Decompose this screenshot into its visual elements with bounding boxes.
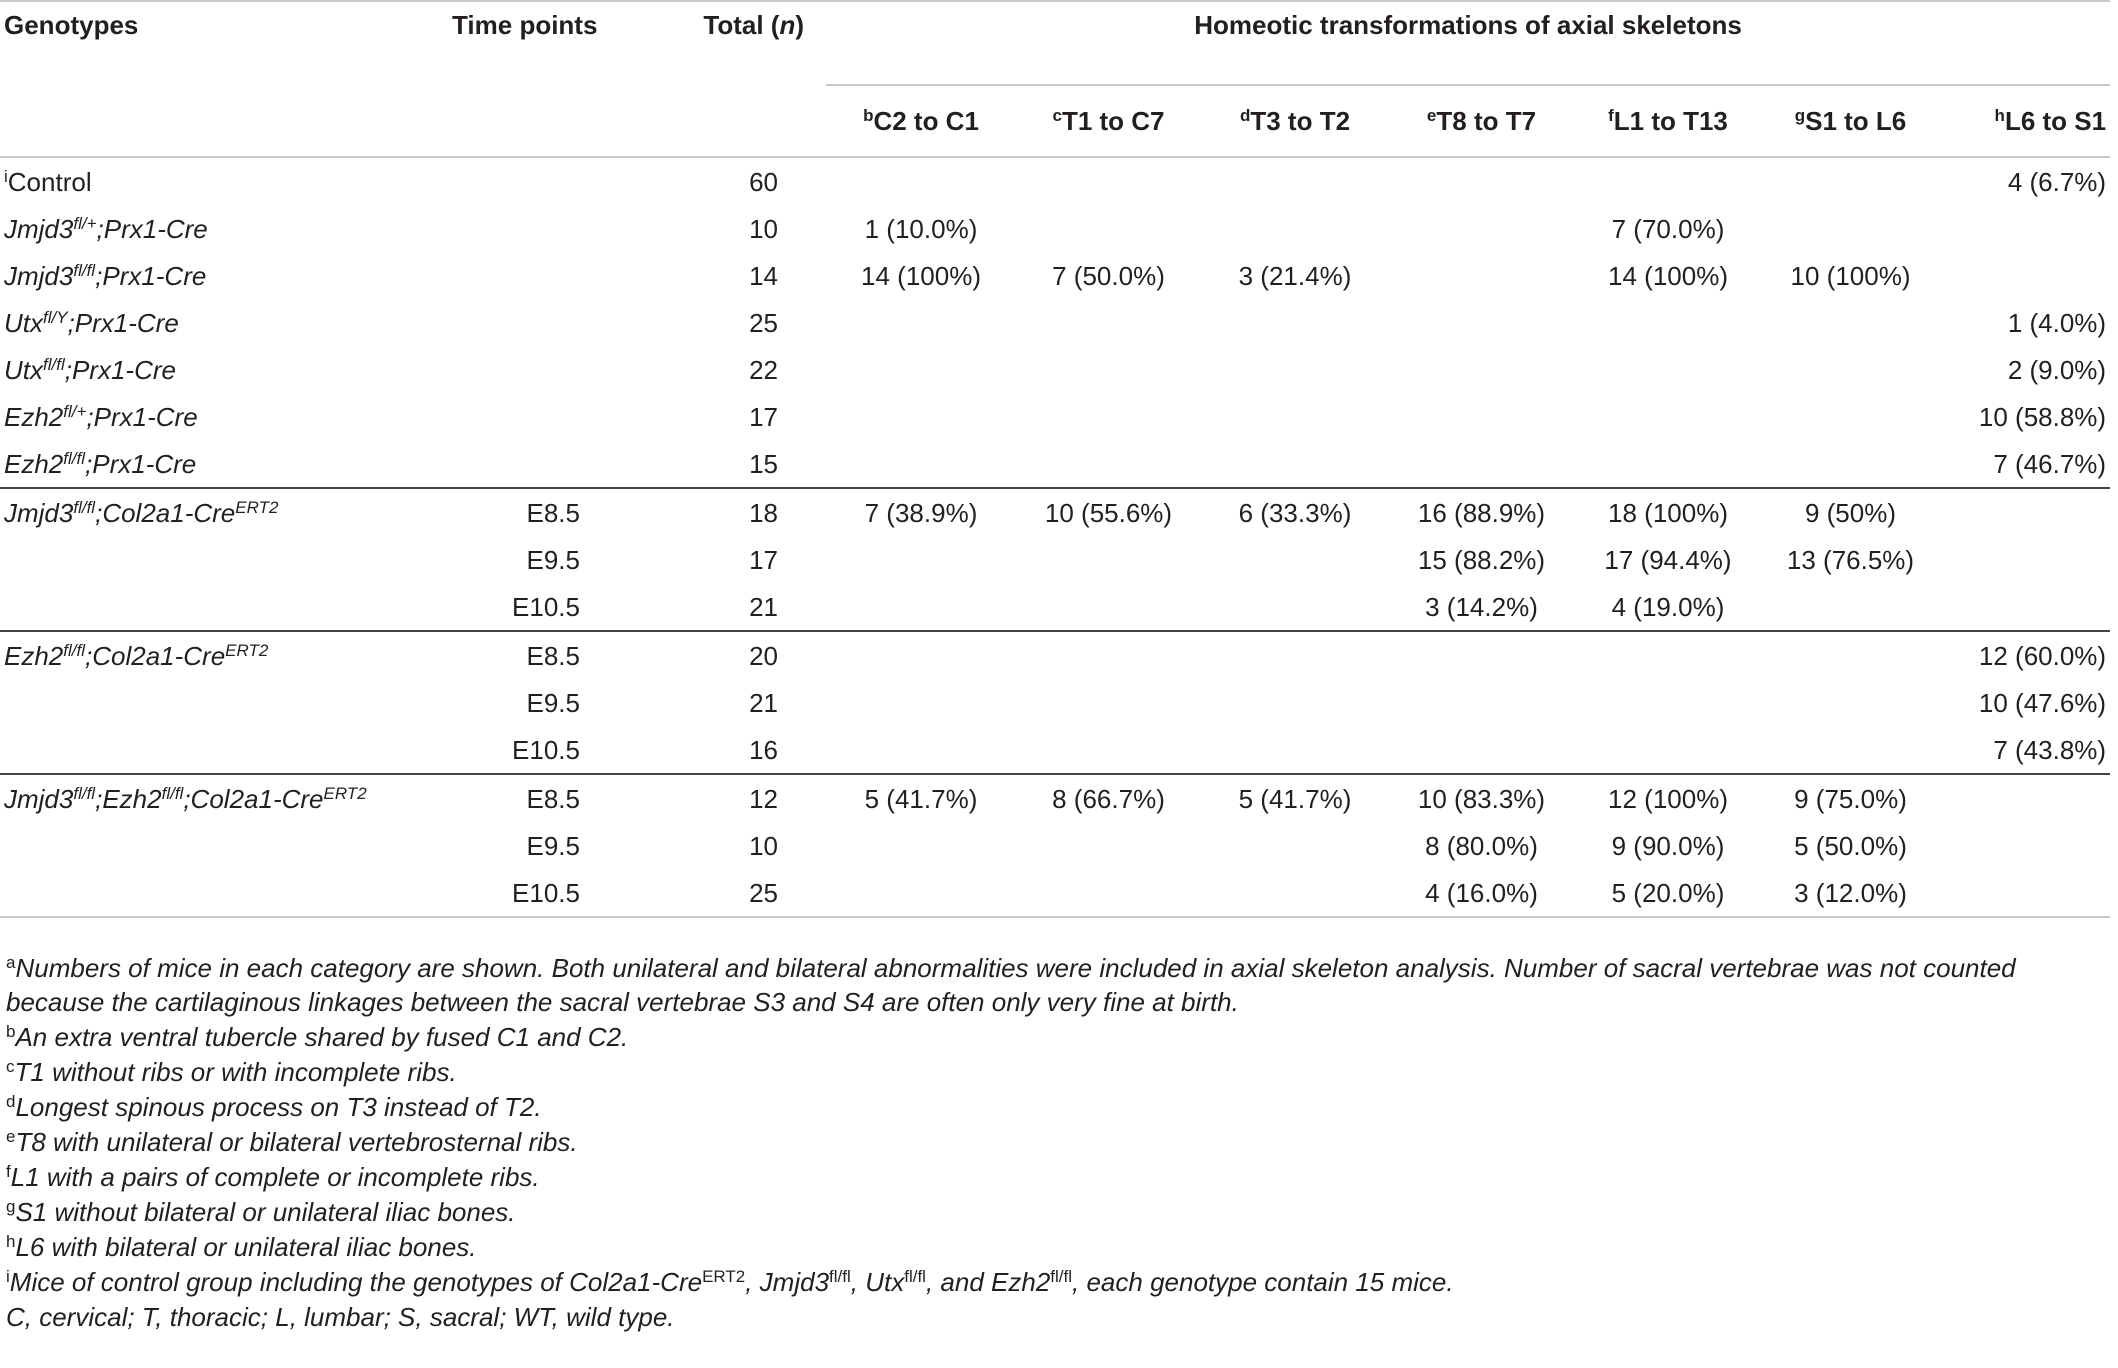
transformation-cell [1201, 440, 1389, 488]
transformation-cell [826, 583, 1016, 631]
transformation-cell [1939, 252, 2110, 299]
genotype-superscript: ERT2 [225, 640, 269, 660]
header-col-4 [1574, 85, 1762, 157]
genotype-superscript: fl/fl [73, 783, 96, 803]
genotype-mark: i [4, 166, 8, 186]
table-row [0, 299, 2110, 346]
genotype-text: ;Prx1-Cre [85, 448, 197, 479]
transformation-cell: 7 (50.0%) [1052, 260, 1165, 291]
transformation-cell [1762, 393, 1939, 440]
footnote-mark: c [6, 1057, 15, 1076]
transformation-cell [1016, 583, 1201, 631]
time-point-cell: E10.5 [512, 591, 580, 622]
table-header [0, 1, 2110, 157]
genotype-cell [0, 205, 448, 252]
transformation-cell [1762, 583, 1939, 631]
transformation-cell [1939, 774, 2110, 822]
transformation-cell: 4 (19.0%) [1611, 591, 1725, 622]
transformation-cell [1762, 299, 1939, 346]
transformation-cell: 7 (46.7%) [1993, 448, 2107, 479]
header-total-close: ) [795, 10, 804, 40]
transformation-cell [1389, 440, 1574, 488]
genotype-text: Control [7, 166, 92, 197]
transformation-cell [826, 346, 1016, 393]
header-total [582, 1, 826, 157]
transformation-cell [1574, 393, 1762, 440]
footnote-text: T1 without ribs or with incomplete ribs. [14, 1057, 457, 1087]
header-col-mark: g [1794, 106, 1806, 125]
transformation-cell [1201, 822, 1389, 869]
table-row [0, 157, 2110, 205]
total-cell: 10 [749, 213, 778, 244]
transformation-cell [1389, 205, 1574, 252]
transformation-cell: 10 (58.8%) [1978, 401, 2107, 432]
footnote-h [6, 1230, 2106, 1264]
genotype-text: Jmjd3 [4, 213, 74, 244]
transformation-cell: 13 (76.5%) [1786, 544, 1915, 575]
footnote-c [6, 1055, 2106, 1089]
genotype-text: ;Prx1-Cre [64, 354, 176, 385]
genotype-text: Utx [4, 354, 43, 385]
total-cell: 15 [749, 448, 778, 479]
footnote-f [6, 1160, 2106, 1194]
transformation-cell [826, 157, 1016, 205]
total-cell: 18 [582, 488, 826, 536]
footnote-a [6, 951, 2106, 1019]
transformation-cell [1762, 346, 1939, 393]
total-cell: 17 [749, 401, 778, 432]
transformation-cell [1939, 869, 2110, 917]
table-row [0, 205, 2110, 252]
transformation-cell [826, 679, 1016, 726]
transformation-cell: 17 (94.4%) [1604, 544, 1732, 575]
transformation-cell [1574, 440, 1762, 488]
transformation-cell [1574, 726, 1762, 774]
genotype-cell [0, 488, 448, 536]
transformation-cell: 9 (50%) [1762, 488, 1939, 536]
time-point-cell: E8.5 [448, 631, 582, 679]
transformation-cell [1201, 631, 1389, 679]
footnote-text: Mice of control group including the genotypes of Col2a1-Cre [9, 1267, 703, 1297]
genotype-superscript: fl/fl [63, 640, 85, 660]
genotype-text: ;Prx1-Cre [95, 260, 207, 291]
transformation-cell [1574, 679, 1762, 726]
genotype-superscript: ERT2 [235, 497, 279, 517]
transformation-cell: 14 (100%) [1608, 260, 1728, 291]
transformation-cell [1389, 726, 1574, 774]
transformation-cell [1389, 299, 1574, 346]
transformation-cell: 7 (38.9%) [826, 488, 1016, 536]
footnote-superscript: fl/fl [829, 1267, 851, 1286]
table-row [0, 393, 2110, 440]
table-row [0, 252, 2110, 299]
transformation-cell [1389, 679, 1574, 726]
transformation-cell [1016, 822, 1201, 869]
transformation-cell [826, 822, 1016, 869]
genotype-text: Utx [4, 307, 43, 338]
transformation-cell [1389, 252, 1574, 299]
genotype-text: Jmjd3 [4, 260, 74, 291]
transformation-cell [1201, 726, 1389, 774]
footnote-text: Longest spinous process on T3 instead of T2. [15, 1092, 542, 1122]
footnote-superscript: ERT2 [702, 1267, 746, 1286]
genotype-superscript: fl/fl [73, 497, 96, 517]
footnote-mark: b [6, 1022, 16, 1041]
genotype-text: ;Prx1-Cre [67, 307, 179, 338]
transformation-cell [1016, 726, 1201, 774]
time-point-cell: E9.5 [526, 830, 580, 861]
genotype-cell [0, 679, 448, 726]
footnote-text: S1 without bilateral or unilateral iliac bones. [15, 1197, 516, 1227]
transformation-cell [1762, 726, 1939, 774]
transformation-cell [1939, 536, 2110, 583]
footnote-text: T8 with unilateral or bilateral vertebrosternal ribs. [15, 1127, 578, 1157]
genotype-superscript: fl/fl [161, 783, 184, 803]
footnote-text: Numbers of mice in each category are shown. Both unilateral and bilateral abnormalities were included in axial skeleton analysis. Number of sacral vertebrae was not counted because the cartilaginous linkages between the sacral vertebrae S3 and S4 are often only very fine at birth. [6, 953, 2016, 1017]
transformation-cell [1016, 869, 1201, 917]
transformation-cell [1939, 488, 2110, 536]
transformation-cell: 2 (9.0%) [2007, 354, 2107, 385]
transformation-cell: 10 (47.6%) [1978, 687, 2107, 718]
footnote-d [6, 1090, 2106, 1124]
transformation-cell: 3 (21.4%) [1238, 260, 1352, 291]
transformation-cell [1389, 631, 1574, 679]
genotype-text: ;Col2a1-Cre [183, 783, 324, 814]
transformation-cell: 3 (12.0%) [1762, 869, 1939, 917]
transformation-cell [1762, 440, 1939, 488]
header-col-label: L6 to S1 [2004, 106, 2107, 136]
footnote-text: , and Ezh2 [925, 1267, 1051, 1297]
table-row [0, 440, 2110, 488]
header-total-n: n [779, 10, 796, 40]
transformation-cell [1574, 299, 1762, 346]
time-point-cell: E8.5 [448, 774, 582, 822]
transformation-cell [826, 869, 1016, 917]
transformation-cell: 3 (14.2%) [1425, 591, 1538, 622]
transformation-cell [1201, 679, 1389, 726]
genotype-cell [0, 299, 448, 346]
transformation-cell: 10 (100%) [1790, 260, 1911, 291]
transformation-cell: 5 (20.0%) [1574, 869, 1762, 917]
time-point-cell [448, 346, 582, 393]
header-col-mark: f [1608, 106, 1614, 125]
table-row [0, 679, 2110, 726]
transformation-cell: 12 (60.0%) [1939, 631, 2110, 679]
header-col-mark: h [1994, 106, 2005, 125]
total-cell: 12 [582, 774, 826, 822]
header-col-mark: c [1052, 106, 1062, 125]
transformation-cell [826, 299, 1016, 346]
table-row [0, 822, 2110, 869]
time-point-cell [448, 205, 582, 252]
header-col-label: C2 to C1 [873, 106, 979, 136]
transformation-cell [1762, 679, 1939, 726]
genotype-cell [0, 536, 448, 583]
genotype-cell [0, 869, 448, 917]
total-cell: 22 [749, 354, 778, 385]
transformation-cell [1016, 440, 1201, 488]
footnote-mark: h [6, 1232, 16, 1251]
genotype-text: Jmjd3 [4, 783, 74, 814]
genotype-superscript: fl/+ [73, 213, 97, 233]
header-total-label: Total ( [703, 10, 780, 40]
header-genotypes: Genotypes [4, 10, 139, 40]
genotype-superscript: fl/fl [43, 354, 65, 374]
time-point-cell [448, 440, 582, 488]
transformation-cell [826, 393, 1016, 440]
table-row [0, 774, 2110, 822]
transformation-cell [826, 631, 1016, 679]
total-cell: 21 [749, 591, 778, 622]
footnote-text: L6 with bilateral or unilateral iliac bones. [15, 1232, 477, 1262]
transformation-cell [826, 440, 1016, 488]
genotype-text: ;Col2a1-Cre [95, 497, 236, 528]
header-col-5 [1762, 85, 1939, 157]
header-col-3 [1389, 85, 1574, 157]
transformation-cell [1939, 583, 2110, 631]
header-col-mark: d [1239, 106, 1251, 125]
table-row [0, 583, 2110, 631]
transformation-cell: 7 (70.0%) [1611, 213, 1725, 244]
genotype-superscript: fl/fl [63, 448, 85, 468]
header-col-label: T3 to T2 [1250, 106, 1351, 136]
total-cell: 25 [749, 307, 778, 338]
transformation-cell: 12 (100%) [1574, 774, 1762, 822]
transformation-cell [1762, 631, 1939, 679]
transformation-cell: 1 (4.0%) [2007, 307, 2107, 338]
transformation-cell: 4 (16.0%) [1389, 869, 1574, 917]
table-footnotes [6, 951, 2106, 1335]
transformation-cell: 6 (33.3%) [1201, 488, 1389, 536]
footnote-mark: i [6, 1267, 10, 1286]
genotype-text: ;Prx1-Cre [96, 213, 208, 244]
header-col-label: T1 to C7 [1061, 106, 1165, 136]
transformation-cell: 4 (6.7%) [2007, 166, 2107, 197]
footnote-mark: f [6, 1162, 11, 1181]
time-point-cell: E9.5 [526, 687, 580, 718]
total-cell: 10 [749, 830, 778, 861]
total-cell: 16 [749, 734, 778, 765]
total-cell: 17 [749, 544, 778, 575]
transformation-cell [1016, 393, 1201, 440]
total-cell: 14 [749, 260, 778, 291]
footnote-text: , Utx [850, 1267, 905, 1297]
genotype-cell [0, 726, 448, 774]
transformation-cell [1201, 393, 1389, 440]
transformation-cell: 8 (80.0%) [1425, 830, 1538, 861]
genotype-cell [0, 157, 448, 205]
transformation-cell [1574, 157, 1762, 205]
header-col-label: S1 to L6 [1805, 106, 1907, 136]
header-col-label: T8 to T7 [1436, 106, 1537, 136]
transformation-cell [1201, 869, 1389, 917]
footnote-text: L1 with a pairs of complete or incomplete ribs. [10, 1162, 540, 1192]
transformation-cell [1201, 299, 1389, 346]
transformation-cell: 10 (83.3%) [1389, 774, 1574, 822]
transformation-cell [1201, 583, 1389, 631]
transformation-cell [1201, 205, 1389, 252]
header-col-0 [826, 85, 1016, 157]
time-point-cell: E8.5 [448, 488, 582, 536]
footnote-abbreviations: C, cervical; T, thoracic; L, lumbar; S, sacral; WT, wild type. [6, 1302, 675, 1332]
table-row [0, 488, 2110, 536]
genotype-superscript: fl/Y [43, 307, 68, 327]
genotype-text: Jmjd3 [4, 497, 74, 528]
transformation-cell: 8 (66.7%) [1016, 774, 1201, 822]
time-point-cell [448, 157, 582, 205]
footnote-i [6, 1265, 2106, 1299]
footnote-b [6, 1020, 2106, 1054]
genotype-text: ;Col2a1-Cre [85, 640, 226, 671]
transformation-cell [1016, 205, 1201, 252]
table-row [0, 869, 2110, 917]
time-point-cell [448, 252, 582, 299]
footnote-mark: e [6, 1127, 16, 1146]
footnote-mark: d [6, 1092, 16, 1111]
footnote-mark: g [6, 1197, 16, 1216]
genotype-cell [0, 393, 448, 440]
genotype-cell [0, 774, 448, 822]
transformation-cell [1939, 205, 2110, 252]
transformation-cell: 16 (88.9%) [1389, 488, 1574, 536]
genotype-text: ;Prx1-Cre [86, 401, 198, 432]
transformation-cell [1016, 299, 1201, 346]
header-time-points: Time points [452, 10, 598, 40]
genotype-superscript: fl/+ [63, 401, 87, 421]
transformation-cell [1574, 346, 1762, 393]
genotype-text: Ezh2 [4, 448, 64, 479]
header-col-label: L1 to T13 [1613, 106, 1728, 136]
genotype-superscript: fl/fl [73, 260, 96, 280]
table-row [0, 726, 2110, 774]
total-cell: 25 [582, 869, 826, 917]
time-point-cell: E10.5 [448, 869, 582, 917]
header-col-1 [1016, 85, 1201, 157]
footnote-g [6, 1195, 2106, 1229]
time-point-cell: E10.5 [512, 734, 580, 765]
transformation-cell: 18 (100%) [1574, 488, 1762, 536]
transformation-cell [1201, 346, 1389, 393]
header-col-2 [1201, 85, 1389, 157]
table-row [0, 536, 2110, 583]
header-col-6 [1939, 85, 2110, 157]
transformation-cell: 7 (43.8%) [1993, 734, 2107, 765]
header-homeotic-group: Homeotic transformations of axial skeletons [826, 1, 2110, 85]
header-col-mark: b [863, 106, 874, 125]
footnote-text: An extra ventral tubercle shared by fused C1 and C2. [15, 1022, 629, 1052]
table-row [0, 346, 2110, 393]
transformation-cell: 1 (10.0%) [864, 213, 978, 244]
genotype-cell [0, 631, 448, 679]
genotype-cell [0, 583, 448, 631]
time-point-cell [448, 299, 582, 346]
transformation-cell: 15 (88.2%) [1417, 544, 1546, 575]
total-cell: 60 [749, 166, 778, 197]
transformation-cell [826, 536, 1016, 583]
time-point-cell [448, 393, 582, 440]
time-point-cell: E9.5 [526, 544, 580, 575]
transformation-cell [1939, 822, 2110, 869]
header-col-mark: e [1426, 106, 1437, 125]
transformation-cell [1762, 157, 1939, 205]
table-row [0, 631, 2110, 679]
transformation-cell [1389, 157, 1574, 205]
transformation-cell: 5 (41.7%) [826, 774, 1016, 822]
footnote-e [6, 1125, 2106, 1159]
genotype-cell [0, 346, 448, 393]
transformation-cell: 5 (50.0%) [1794, 830, 1907, 861]
transformation-cell [826, 726, 1016, 774]
transformation-cell [1762, 205, 1939, 252]
total-cell: 21 [749, 687, 778, 718]
transformation-cell [1016, 679, 1201, 726]
genotype-text: Ezh2 [4, 401, 64, 432]
genotype-cell [0, 440, 448, 488]
transformation-cell [1016, 536, 1201, 583]
transformation-cell [1201, 157, 1389, 205]
transformation-cell: 9 (75.0%) [1762, 774, 1939, 822]
transformation-cell [1389, 393, 1574, 440]
transformation-cell: 14 (100%) [861, 260, 981, 291]
genotype-cell [0, 252, 448, 299]
transformation-cell [1016, 157, 1201, 205]
footnote-text: , each genotype contain 15 mice. [1072, 1267, 1454, 1297]
footnote-superscript: fl/fl [1050, 1267, 1073, 1286]
transformation-cell: 9 (90.0%) [1611, 830, 1725, 861]
transformation-cell [1016, 631, 1201, 679]
transformation-cell: 5 (41.7%) [1201, 774, 1389, 822]
table-body [0, 157, 2110, 917]
footnote-text: , Jmjd3 [745, 1267, 830, 1297]
transformation-cell [1016, 346, 1201, 393]
total-cell: 20 [582, 631, 826, 679]
footnote-mark: a [6, 953, 16, 972]
genotype-cell [0, 822, 448, 869]
transformation-cell [1574, 631, 1762, 679]
transformation-cell [1389, 346, 1574, 393]
genotype-superscript: ERT2 [323, 783, 367, 803]
footnote-superscript: fl/fl [904, 1267, 926, 1286]
genotype-text: ;Ezh2 [95, 783, 162, 814]
transformation-cell [1201, 536, 1389, 583]
transformation-cell: 10 (55.6%) [1016, 488, 1201, 536]
genotype-text: Ezh2 [4, 640, 64, 671]
